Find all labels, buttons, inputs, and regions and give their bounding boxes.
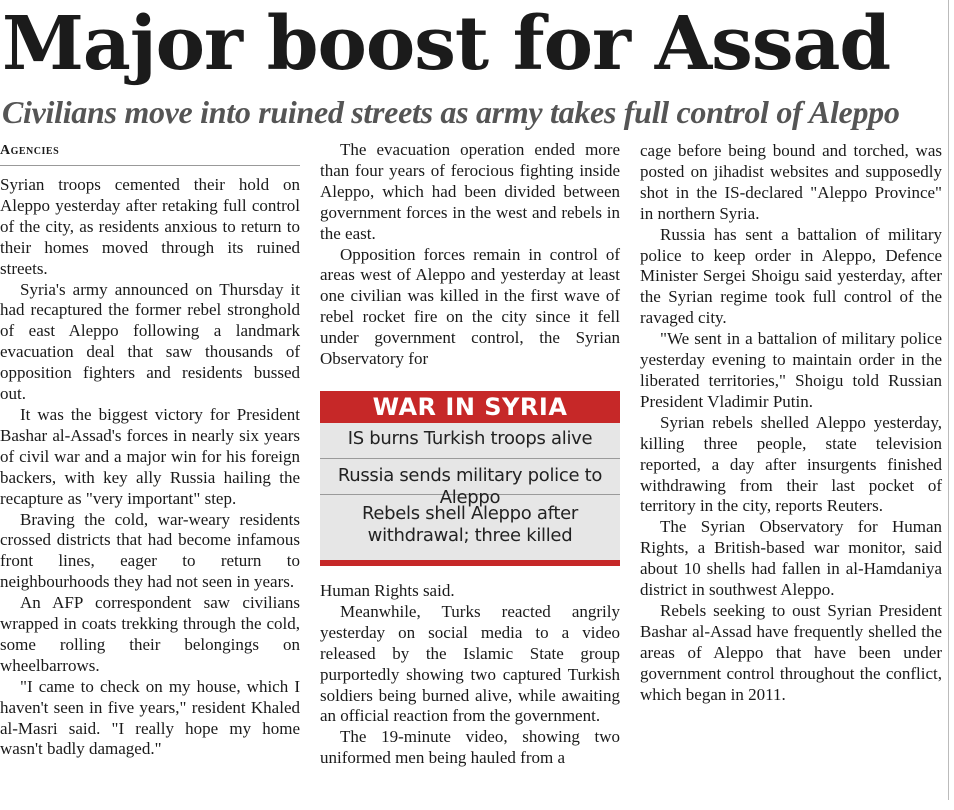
sidebar-item: Rebels shell Aleppo after withdrawal; three killed [361, 503, 578, 546]
paragraph: Syrian rebels shelled Aleppo yesterday, killing three people, state television reported, a day after insurgents finished withdrawing from their last pocket of territory in the city, reports Reuters. [640, 412, 942, 516]
paragraph: Human Rights said. [320, 581, 455, 600]
paragraph: Opposition forces remain in control of areas west of Aleppo and yesterday at least one civilian was killed in the first wave of rebel rocket fire on the city since it fell under government control, the Syrian Observatory for [320, 244, 620, 369]
paragraph: The 19-minute video, showing two uniformed men being hauled from a [320, 727, 620, 768]
sidebar-item: IS burns Turkish troops alive [320, 423, 620, 459]
paragraph: The Syrian Observatory for Human Rights, a British-based war monitor, said about 10 shells had fallen in al-Hamdaniya district in southwest Aleppo. [640, 517, 942, 600]
page-edge-rule [948, 0, 949, 800]
paragraph: It was the biggest victory for President Bashar al-Assad's forces in nearly six years of civil war and a major win for his foreign backers, with key ally Russia hailing the recapture as "very important" step. [0, 404, 300, 508]
paragraph: An AFP correspondent saw civilians wrapped in coats trekking through the cold, some rolling their belongings on wheelbarrows. [0, 593, 300, 675]
paragraph: cage before being bound and torched, was posted on jihadist websites and supposedly shot in the IS-declared "Aleppo Province" in northern Syria. [640, 141, 942, 223]
paragraph: Rebels seeking to oust Syrian President Bashar al-Assad have frequently shelled the areas of Aleppo that have been under government control throughout the conflict, which began in 2011. [640, 600, 942, 704]
byline: Agencies [0, 140, 300, 166]
article-column-1 [0, 140, 300, 760]
sidebar-title: WAR IN SYRIA [320, 391, 620, 423]
article-column-2-bottom [320, 581, 620, 769]
paragraph: "I came to check on my house, which I haven't seen in five years," resident Khaled al-Masri said. "I really hope my home wasn't badly damaged." [0, 676, 300, 759]
sidebar-item: Russia sends military police to Aleppo [320, 459, 620, 495]
headline: Major boost for Assad [2, 1, 891, 87]
paragraph: Syria's army announced on Thursday it had recaptured the former rebel stronghold of east Aleppo following a landmark evacuation deal that saw thousands of opposition fighters and residents bussed out. [0, 279, 300, 404]
paragraph: Russia has sent a battalion of military police to keep order in Aleppo, Defence Minister Sergei Shoigu said yesterday, after the Syrian regime took full control of the ravaged city. [640, 224, 942, 328]
paragraph: "We sent in a battalion of military police yesterday evening to maintain order in the liberated territories," Shoigu told Russian President Vladimir Putin. [640, 329, 942, 411]
paragraph: The evacuation operation ended more than four years of ferocious fighting inside Aleppo, which had been divided between government forces in the west and rebels in the east. [320, 140, 620, 243]
paragraph: Meanwhile, Turks reacted angrily yesterday on social media to a video released by the Islamic State group purportedly showing two captured Turkish soldiers being burned alive, while awaiting an official reaction from the government. [320, 601, 620, 726]
paragraph: Braving the cold, war-weary residents crossed districts that had become infamous front lines, eager to return to neighbourhoods they had not seen in years. [0, 509, 300, 592]
article-column-2-top [320, 140, 620, 370]
subheadline: Civilians move into ruined streets as army takes full control of Aleppo [2, 94, 900, 130]
war-in-syria-sidebar [320, 391, 620, 566]
article-column-3 [640, 141, 942, 705]
paragraph: Syrian troops cemented their hold on Aleppo yesterday after retaking full control of the city, as residents anxious to return to their homes moved through its ruined streets. [0, 175, 300, 278]
